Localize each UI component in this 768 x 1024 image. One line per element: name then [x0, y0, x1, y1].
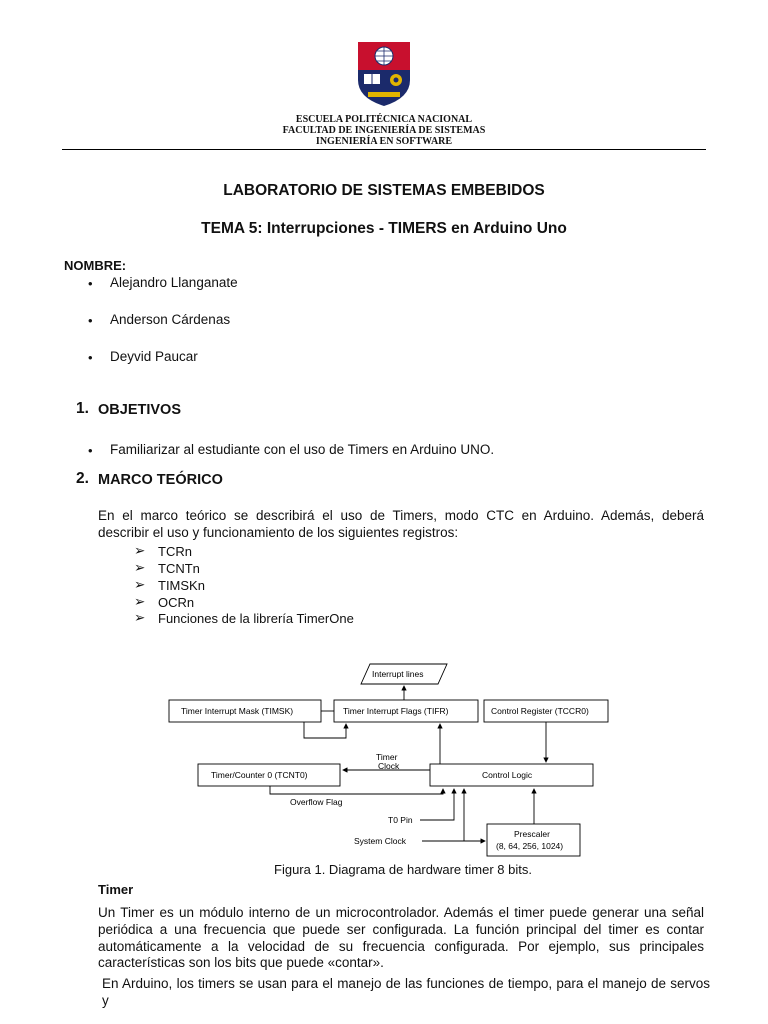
university-logo — [356, 40, 412, 108]
arrow-bullet-icon: ➢ — [134, 594, 146, 609]
arrow-bullet-icon: ➢ — [134, 610, 146, 625]
register-item: TIMSKn — [158, 578, 205, 593]
register-item: TCRn — [158, 544, 192, 559]
name-item: Anderson Cárdenas — [110, 312, 231, 327]
page-subtitle: TEMA 5: Interrupciones - TIMERS en Arduino Uno — [201, 220, 567, 237]
header-line-3: INGENIERÍA EN SOFTWARE — [315, 136, 453, 147]
interrupt-lines-label: Interrupt lines — [372, 669, 424, 679]
timer-clock-label: Timer — [376, 752, 398, 762]
header-line-1: ESCUELA POLITÉCNICA NACIONAL — [295, 114, 473, 125]
arrow-bullet-icon: ➢ — [134, 577, 146, 592]
section-title-objetivos: OBJETIVOS — [98, 402, 181, 418]
t0-pin-label: T0 Pin — [388, 815, 413, 825]
tccr-label: Control Register (TCCR0) — [491, 706, 589, 716]
prescaler-label: Prescaler — [514, 829, 550, 839]
timer-clock-label: Clock — [378, 761, 400, 771]
section-title-marco: MARCO TEÓRICO — [98, 472, 223, 488]
marco-paragraph — [98, 507, 704, 524]
paragraph-line: periódica a una frecuencia que puede ser configurada. La función principal del timer es contar — [98, 922, 704, 937]
page-title: LABORATORIO DE SISTEMAS EMBEBIDOS — [223, 182, 545, 199]
paragraph-line: describir el uso y funcionamiento de los siguientes registros: — [98, 525, 459, 540]
objective-item: Familiarizar al estudiante con el uso de Timers en Arduino UNO. — [110, 442, 495, 457]
paragraph-line: En el marco teórico se describirá el uso de Timers, modo CTC en Arduino. Además, deberá — [98, 508, 704, 523]
register-item: TCNTn — [158, 561, 200, 576]
arrow-bullet-icon: ➢ — [134, 543, 146, 558]
prescaler-values-label: (8, 64, 256, 1024) — [496, 841, 564, 851]
timer-heading: Timer — [98, 882, 134, 897]
figure-caption: Figura 1. Diagrama de hardware timer 8 bits. — [274, 862, 532, 877]
timsk-label: Timer Interrupt Mask (TIMSK) — [181, 706, 294, 716]
section-number: 2. — [76, 470, 89, 487]
bullet-icon: • — [88, 443, 93, 458]
paragraph-line: En Arduino, los timers se usan para el manejo de las funciones de tiempo, para el manejo de servos y — [102, 976, 710, 1008]
paragraph-line: automáticamente a la velocidad de su frecuencia configurada. Por ejemplo, sus principales — [98, 939, 704, 954]
tifr-label: Timer Interrupt Flags (TIFR) — [343, 706, 449, 716]
timer-hardware-diagram — [160, 654, 620, 864]
timer-paragraph-2 — [102, 975, 710, 1009]
system-clock-label: System Clock — [354, 836, 406, 846]
name-item: Alejandro Llanganate — [110, 275, 238, 290]
register-item: OCRn — [158, 595, 195, 610]
control-logic-label: Control Logic — [482, 770, 533, 780]
header-line-2: FACULTAD DE INGENIERÍA DE SISTEMAS — [282, 125, 486, 136]
header-divider — [62, 149, 706, 150]
timer-paragraph — [98, 904, 704, 955]
register-item: Funciones de la librería TimerOne — [158, 611, 354, 626]
paragraph-line: características son los bits que puede «contar». — [98, 955, 384, 970]
nombre-label: NOMBRE: — [64, 258, 127, 273]
bullet-icon: • — [88, 276, 93, 291]
bullet-icon: • — [88, 350, 93, 365]
name-item: Deyvid Paucar — [110, 349, 198, 364]
tcnt-label: Timer/Counter 0 (TCNT0) — [211, 770, 308, 780]
overflow-flag-label: Overflow Flag — [290, 797, 343, 807]
bullet-icon: • — [88, 313, 93, 328]
arrow-bullet-icon: ➢ — [134, 560, 146, 575]
paragraph-line: Un Timer es un módulo interno de un microcontrolador. Además el timer puede generar una señal — [98, 905, 704, 920]
section-number: 1. — [76, 400, 89, 417]
